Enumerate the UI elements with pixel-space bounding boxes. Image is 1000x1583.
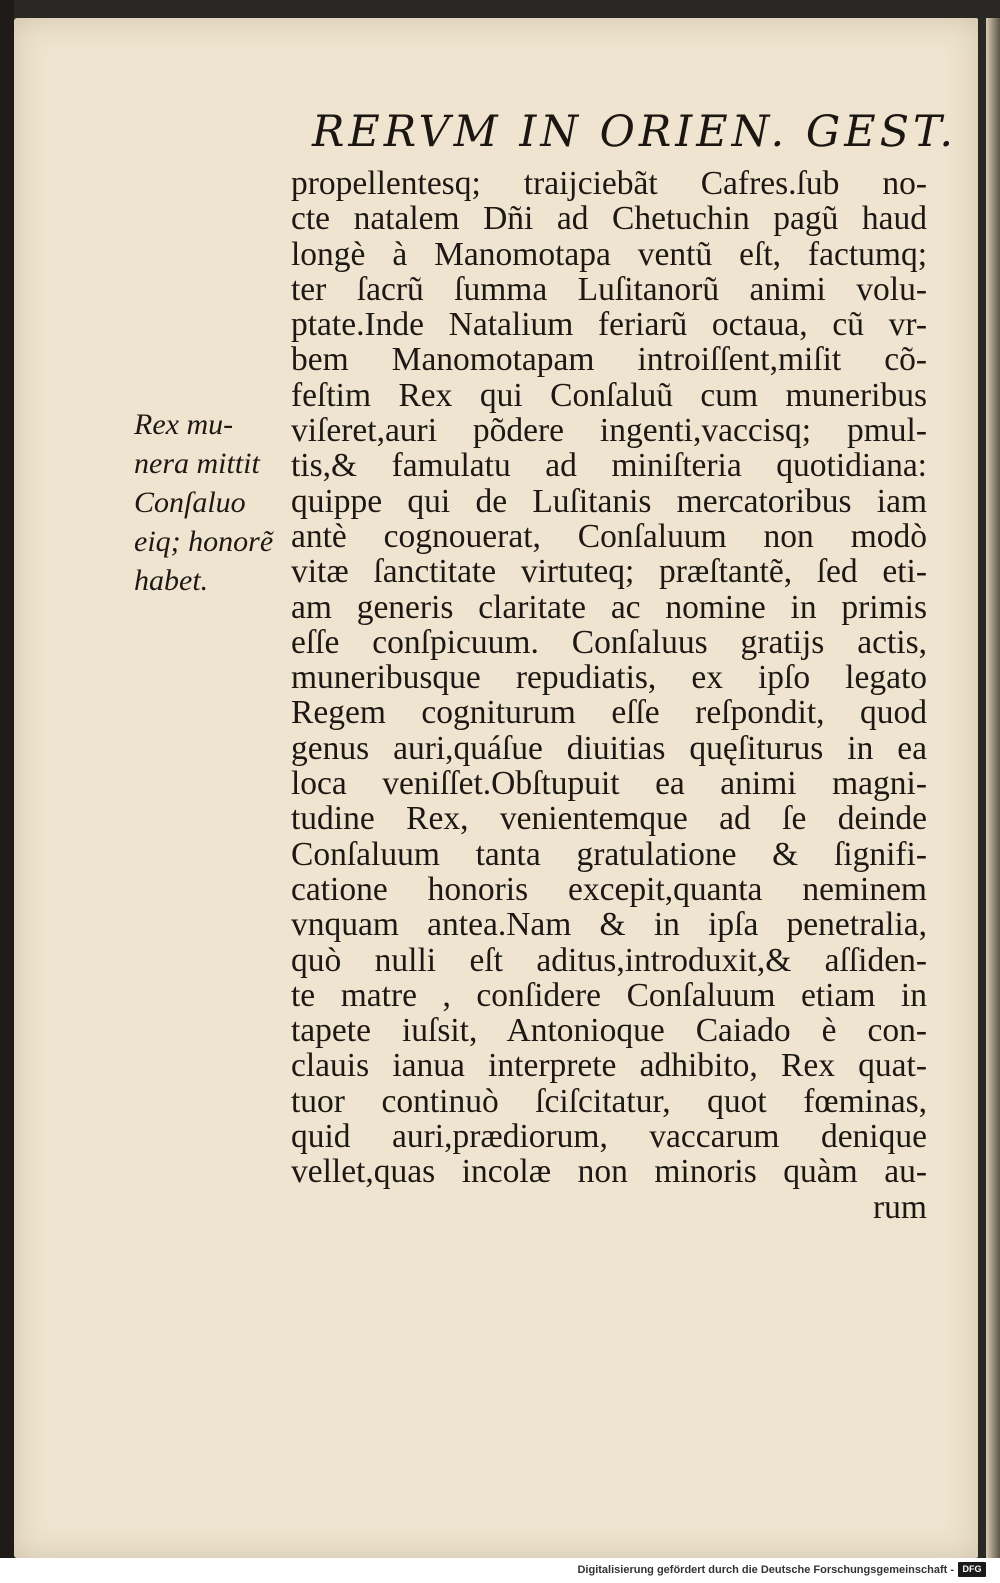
text-line: tudine Rex, venientemque ad ſe deinde — [291, 800, 927, 838]
text-line: Regem cogniturum eſſe reſpondit, quod — [291, 694, 927, 732]
text-line: muneribusque repudiatis, ex ipſo legato — [291, 659, 927, 697]
text-line: Conſaluum tanta gratulatione & ſignifi- — [291, 835, 927, 873]
text-line: quò nulli eſt aditus,introduxit,& aſſiden- — [291, 941, 927, 979]
dfg-logo: DFG — [958, 1562, 986, 1577]
text-line: vitæ ſanctitate virtuteq; præſtantẽ, ſed eti- — [291, 553, 927, 591]
body-text — [291, 166, 927, 1225]
running-head: RERVM IN ORIEN. GEST. — [312, 107, 958, 157]
margin-note-line: habet. — [134, 564, 209, 597]
text-line: quippe qui de Luſitanis mercatoribus iam — [291, 482, 927, 520]
funding-credit: Digitalisierung gefördert durch die Deutsche Forschungsgemeinschaft - — [577, 1564, 954, 1576]
text-line: feſtim Rex qui Conſaluũ cum muneribus — [291, 376, 927, 414]
text-line: bem Manomotapam introiſſent,miſit cõ- — [291, 341, 927, 379]
margin-note-line: Conſaluo — [134, 486, 246, 519]
text-line: viſeret,auri põdere ingenti,vaccisq; pmul- — [291, 412, 927, 450]
page-edge — [986, 18, 1000, 1558]
text-line: longè à Manomotapa ventũ eſt, factumq; — [291, 235, 927, 273]
text-line: tapete iuſsit, Antonioque Caiado è con- — [291, 1012, 927, 1050]
margin-note-line: eiq; honorẽ — [134, 525, 274, 558]
text-line: catione honoris excepit,quanta neminem — [291, 870, 927, 908]
text-line: te matre , conſidere Conſaluum etiam in — [291, 976, 927, 1014]
text-line: cte natalem Dñi ad Chetuchin pagũ haud — [291, 200, 927, 238]
margin-note-line: Rex mu- — [134, 408, 234, 441]
text-line: quid auri,prædiorum, vaccarum denique — [291, 1118, 927, 1156]
text-line: eſſe conſpicuum. Conſaluus gratijs actis, — [291, 623, 927, 661]
catchword: rum — [873, 1188, 927, 1226]
text-line: tuor continuò ſciſcitatur, quot fœminas, — [291, 1082, 927, 1120]
text-line: am generis claritate ac nomine in primis — [291, 588, 927, 626]
text-line: vellet,quas incolæ non minoris quàm au- — [291, 1153, 927, 1191]
binding-shadow — [0, 0, 14, 1583]
text-line: genus auri,quáſue diuitias quęſiturus in ea — [291, 729, 927, 767]
margin-note-line: nera mittit — [134, 447, 260, 480]
text-line: antè cognouerat, Conſaluum non modò — [291, 517, 927, 555]
marginal-note — [134, 405, 284, 600]
text-line: loca veniſſet.Obſtupuit ea animi magni- — [291, 765, 927, 803]
text-line: propellentesq; traijciebãt Cafres.ſub no- — [291, 165, 927, 202]
text-line: ter ſacrũ ſumma Luſitanorũ animi volu- — [291, 270, 927, 308]
text-line: clauis ianua interprete adhibito, Rex quat- — [291, 1047, 927, 1085]
text-line: tis,& famulatu ad miniſteria quotidiana: — [291, 447, 927, 485]
text-line: vnquam antea.Nam & in ipſa penetralia, — [291, 906, 927, 944]
text-line: ptate.Inde Natalium feriarũ octaua, cũ vr- — [291, 306, 927, 344]
